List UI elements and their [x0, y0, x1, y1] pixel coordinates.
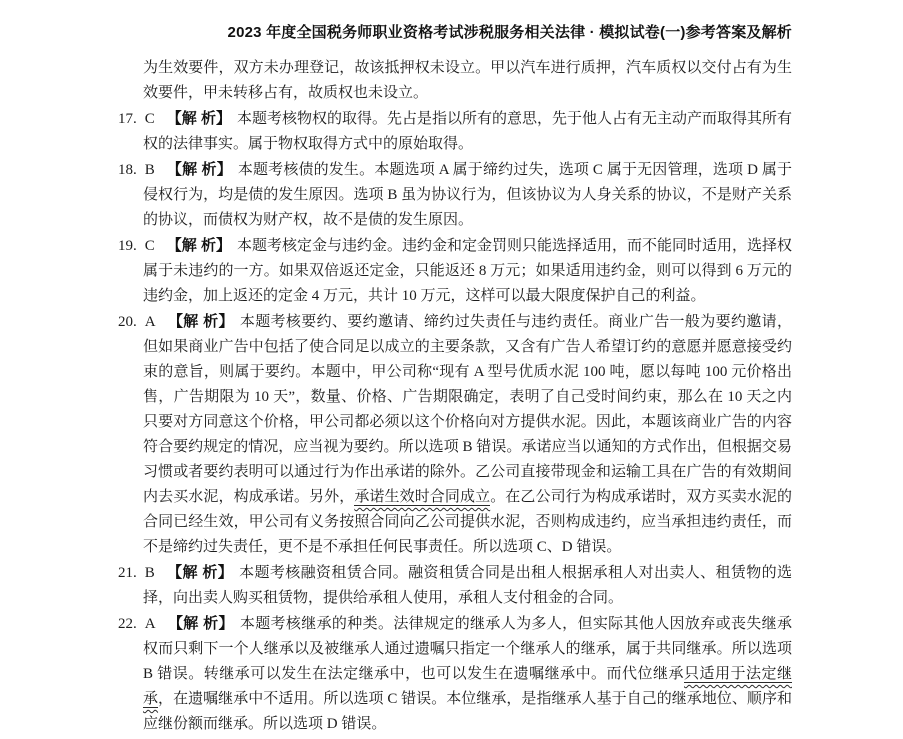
- answer-item-17: [118, 106, 792, 157]
- emphasized-text: 承诺生效时合同成立: [354, 489, 491, 505]
- page-header-title: 2023 年度全国税务师职业资格考试涉税服务相关法律 · 模拟试卷(一)参考答案及解析: [227, 24, 792, 41]
- question-number: 21.: [118, 565, 137, 581]
- answer-letter: A: [144, 314, 156, 330]
- answer-letter: B: [144, 565, 155, 581]
- analysis-text: 。在乙公司行为构成承诺时，双方买卖水泥的合同已经生效，甲公司有义务按照合同向乙公司提供水泥，否则构成违约，应当承担违约责任，而不是缔约过失责任，更不是不承担任何民事责任。所以选项 C、D 错误。: [143, 489, 792, 555]
- analysis-label: 【解 析】: [167, 313, 234, 330]
- analysis-text: 本题考核债的发生。本题选项 A 属于缔约过失，选项 C 属于无因管理，选项 D 属于侵权行为，均是债的发生原因。选项 B 虽为协议行为，但该协议为人身关系的协议，不是财产关系的协议，而债权为财产权，故不是债的发生原因。: [143, 162, 792, 228]
- answer-letter: A: [144, 616, 156, 632]
- analysis-text: ，在遗嘱继承中不适用。所以选项 C 错误。本位继承，是指继承人基于自己的继承地位、顺序和应继份额而继承。所以选项 D 错误。: [143, 691, 792, 732]
- analysis-text: 本题考核物权的取得。先占是指以所有的意思，先于他人占有无主动产而取得其所有权的法律事实。属于物权取得方式中的原始取得。: [143, 111, 792, 152]
- analysis-label: 【解 析】: [166, 564, 234, 581]
- question-number: 20.: [118, 314, 137, 330]
- analysis-label: 【解 析】: [166, 161, 232, 178]
- answer-item-21: [118, 560, 792, 611]
- emphasized-text: 只适用于法定继承: [143, 666, 792, 707]
- question-number: 17.: [118, 111, 137, 127]
- analysis-text: 本题考核定金与违约金。违约金和定金罚则只能选择适用，而不能同时适用，选择权属于未违约的一方。如果双倍返还定金，只能返还 8 万元；如果适用违约金，则可以得到 6 万元的违约金，加上返还的定金 4 万元，共计 10 万元，这样可以最大限度保护自己的利益。: [143, 238, 792, 304]
- analysis-label: 【解 析】: [167, 615, 234, 632]
- question-number: 22.: [118, 616, 137, 632]
- answer-item-20: [118, 309, 792, 560]
- answer-item-19: [118, 233, 792, 309]
- answer-letter: C: [144, 111, 155, 127]
- answer-item-18: [118, 157, 792, 233]
- question-number: 19.: [118, 238, 137, 254]
- analysis-text: 本题考核继承的种类。法律规定的继承人为多人，但实际其他人因放弃或丧失继承权而只剩下一个人继承以及被继承人通过遗嘱只指定一个继承人的继承，属于共同继承。所以选项 B 错误。转继承可以发生在法定继承中，也可以发生在遗嘱继承中。而代位继承: [143, 616, 792, 682]
- question-number: 18.: [118, 162, 137, 178]
- answers-section: [118, 56, 792, 737]
- analysis-text: 本题考核要约、要约邀请、缔约过失责任与违约责任。商业广告一般为要约邀请，但如果商业广告中包括了使合同足以成立的主要条款，又含有广告人希望订约的意愿并愿意接受约束的意旨，则属于要约。本题中，甲公司称“现有 A 型号优质水泥 100 吨，愿以每吨 100 元价格出售，广告期限为 10 天”，数量、价格、广告期限确定，表明了自己受时间约束，那么在 10 天之内只要对方同意这个价格，甲公司都必须以这个价格向对方提供水泥。因此，本题该商业广告的内容符合要约规定的情况，应当视为要约。所以选项 B 错误。承诺应当以通知的方式作出，但根据交易习惯或者要约表明可以通过行为作出承诺的除外。乙公司直接带现金和运输工具在广告的有效期间内去买水泥，构成承诺。另外，: [143, 314, 792, 505]
- analysis-label: 【解 析】: [166, 237, 231, 254]
- analysis-text: 本题考核融资租赁合同。融资租赁合同是出租人根据承租人对出卖人、租赁物的选择，向出卖人购买租赁物，提供给承租人使用，承租人支付租金的合同。: [143, 565, 792, 606]
- answer-letter: C: [144, 238, 155, 254]
- answer-list: [118, 106, 792, 737]
- analysis-label: 【解 析】: [166, 110, 231, 127]
- intro-paragraph: 为生效要件，双方未办理登记，故该抵押权未设立。甲以汽车进行质押，汽车质权以交付占有为生效要件，甲未转移占有，故质权也未设立。: [143, 60, 792, 101]
- answer-letter: B: [144, 162, 155, 178]
- answer-item-22: [118, 611, 792, 737]
